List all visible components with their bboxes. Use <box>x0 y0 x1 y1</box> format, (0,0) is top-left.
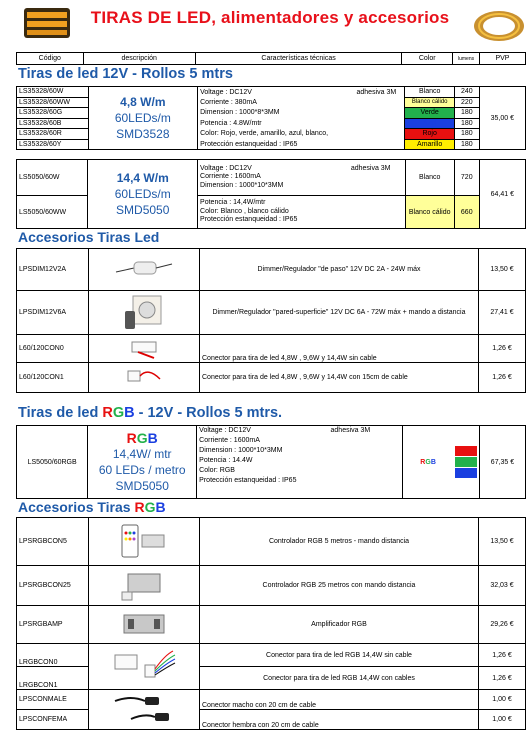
lumens-cell: 180 <box>454 129 479 140</box>
table-row <box>17 566 526 606</box>
dimmer-inline-image <box>114 254 174 284</box>
desc-cell: Dimmer/Regulador "pared-superficie" 12V DC 6A - 72W máx + mando a distancia <box>200 291 479 335</box>
price-cell: 29,26 € <box>479 606 526 644</box>
code-cell: LPSDIM12V6A <box>17 291 89 335</box>
lumens-cell: 180 <box>454 118 479 129</box>
rgb-title-pre: Tiras de led <box>18 405 103 421</box>
rgb-title-post: - 12V - Rollos 5 mtrs. <box>134 405 283 421</box>
price-cell: 1,00 € <box>479 690 526 710</box>
desc-cell <box>88 87 198 150</box>
spec-ip: Protección estanqueidad : IP65 <box>199 477 297 484</box>
desc-leds: 60 LEDs / metro <box>98 463 186 477</box>
swatch-blue <box>455 468 477 478</box>
desc-cell: Conector para tira de led 4,8W , 9,6W y 14,4W con 15cm de cable <box>200 363 479 393</box>
code-cell: LS35328/60B <box>17 118 89 129</box>
rgb-controller-25-image <box>116 568 172 602</box>
color-swatch-cell <box>453 426 480 499</box>
product-image-cell <box>89 606 200 644</box>
table-row <box>17 606 526 644</box>
rgb-label: RGB <box>126 430 158 446</box>
code-cell: LPSCONFEMA <box>17 710 89 730</box>
price-cell: 13,50 € <box>479 518 526 566</box>
spec-current: Corriente : 380mA <box>198 97 405 108</box>
desc-cell: Dimmer/Regulador "de paso" 12V DC 2A - 24W máx <box>200 249 479 291</box>
spec-adhesive: adhesiva 3M <box>350 164 391 172</box>
desc-cell: Conector macho con 20 cm de cable <box>200 690 479 710</box>
code-cell: L60/120CON1 <box>17 363 89 393</box>
code-cell: LPSCONMALE <box>17 690 89 710</box>
code-cell: LS35328/60Y <box>17 139 89 150</box>
code-cell: LS35328/60R <box>17 129 89 140</box>
rgb-controller-remote-image <box>116 521 172 561</box>
spec-color: Color: Blanco , blanco cálido <box>200 207 289 215</box>
desc-leds: 60LEDs/m <box>114 187 171 201</box>
col-color: Color <box>402 53 453 65</box>
price-cell: 1,26 € <box>479 335 526 363</box>
code-cell: LS35328/60WW <box>17 97 89 108</box>
spec-voltage: Voltage : DC12V <box>200 88 252 96</box>
code-cell: LS5050/60WW <box>17 196 88 229</box>
connector-image <box>124 336 164 360</box>
lumens-cell: 720 <box>454 160 479 196</box>
spec-voltage: Voltage : DC12V <box>199 427 251 434</box>
rgb-color-label: RGB <box>420 458 436 466</box>
desc-cell: Conector para tira de led RGB 14,4W con cables <box>200 667 479 690</box>
product-image-cell <box>89 644 200 690</box>
col-codigo: Código <box>17 53 84 65</box>
lumens-cell: 180 <box>454 139 479 150</box>
product-image-cell <box>89 291 200 335</box>
lumens-cell: 240 <box>454 87 479 98</box>
lumens-cell: 660 <box>454 196 479 229</box>
code-cell: LS35328/60G <box>17 108 89 119</box>
price-cell: 32,03 € <box>479 566 526 606</box>
spec-adhesive: adhesiva 3M <box>330 427 371 434</box>
desc-power: 14,4W/ mtr <box>112 447 172 461</box>
section-title-rgb <box>18 405 282 421</box>
spec-color: Color: RGB <box>199 467 235 474</box>
desc-cell: Controlador RGB 5 metros - mando distancia <box>200 518 479 566</box>
code-cell: LRGBCON1 <box>17 667 89 690</box>
color-cell: Rojo <box>405 129 454 140</box>
price-cell: 67,35 € <box>479 426 525 499</box>
spec-ip: Protección estanqueidad : IP65 <box>200 216 298 224</box>
acc-rgb-title-pre: Accesorios Tiras <box>18 499 135 515</box>
spec-dimension: Dimension : 1000*10*3MM <box>199 447 283 454</box>
desc-type: SMD5050 <box>116 203 170 217</box>
code-cell: LS35328/60W <box>17 87 89 98</box>
color-cell: Amarillo <box>405 139 454 150</box>
lumens-cell: 220 <box>454 97 479 108</box>
code-cell: LPSRGBCON5 <box>17 518 89 566</box>
table-row <box>17 690 526 710</box>
table-row <box>17 518 526 566</box>
price-cell: 1,26 € <box>479 667 526 690</box>
desc-cell: Conector hembra con 20 cm de cable <box>200 710 479 730</box>
desc-cell: Amplificador RGB <box>200 606 479 644</box>
product-image-cell <box>89 335 200 363</box>
col-descripcion: descripción <box>83 53 195 65</box>
code-cell: LS5050/60W <box>17 160 88 196</box>
color-cell: Blanco <box>405 160 454 196</box>
spec-ip: Protección estanqueidad : IP65 <box>198 139 405 150</box>
rgb-title-word: RGB <box>102 405 135 421</box>
product-image-cell <box>89 249 200 291</box>
dc-jack-cables-image <box>111 691 177 727</box>
color-label-cell <box>403 426 453 499</box>
desc-cell: Controlador RGB 25 metros con mando distancia <box>200 566 479 606</box>
product-image-cell <box>89 566 200 606</box>
color-cell: Blanco <box>405 87 454 98</box>
price-cell: 1,00 € <box>479 710 526 730</box>
code-cell: LS5050/60RGB <box>17 426 88 499</box>
column-header <box>16 52 526 65</box>
spec-dimension: Dimension : 1000*10*3MM <box>200 181 284 189</box>
rgb-accessories-table <box>16 517 526 730</box>
page-title: TIRAS DE LED, alimentadores y accesorios <box>90 8 450 27</box>
col-caracteristicas: Características técnicas <box>195 53 401 65</box>
color-cell: Blanco cálido <box>405 196 454 229</box>
section-title-accesorios: Accesorios Tiras Led <box>18 229 160 245</box>
connector-cable-image <box>124 365 164 389</box>
spec-dimension: Dimension : 1000*8*3MM <box>198 108 405 119</box>
table-row <box>17 335 526 363</box>
table-row <box>17 291 526 335</box>
col-pvp: PVP <box>479 53 525 65</box>
table-row <box>17 363 526 393</box>
code-cell: LPSRGBCON25 <box>17 566 89 606</box>
spec-color: Color: Rojo, verde, amarillo, azul, blanco, <box>198 129 405 140</box>
product-table-rgb <box>16 425 526 499</box>
code-cell: LRGBCON0 <box>17 644 89 667</box>
spec-cell <box>198 87 405 98</box>
desc-power: 4,8 W/m <box>120 95 166 109</box>
desc-cell: Conector para tira de led RGB 14,4W sin cable <box>200 644 479 667</box>
code-cell: LPSDIM12V2A <box>17 249 89 291</box>
spec-power: Potencia : 14.4W <box>199 457 253 464</box>
product-image-cell <box>89 518 200 566</box>
price-cell: 1,26 € <box>479 644 526 667</box>
spec-cell <box>197 426 403 499</box>
section-title-tiras-12v: Tiras de led 12V - Rollos 5 mtrs <box>18 66 233 82</box>
led-strip-reel-image <box>472 4 526 44</box>
product-image-cell <box>89 363 200 393</box>
rgb-amplifier-image <box>116 609 172 639</box>
product-table-5050 <box>16 159 526 229</box>
color-cell: Blanco cálido <box>405 97 454 108</box>
price-cell: 64,41 € <box>479 160 525 229</box>
lumens-cell: 180 <box>454 108 479 119</box>
color-cell: Verde <box>405 108 454 119</box>
code-cell: L60/120CON0 <box>17 335 89 363</box>
desc-leds: 60LEDs/m <box>114 111 171 125</box>
col-lumens: lumens <box>453 53 480 65</box>
color-cell: Azul <box>405 118 454 129</box>
section-title-accesorios-rgb <box>18 499 166 515</box>
spec-power: Potencia : 4.8W/mtr <box>198 118 405 129</box>
swatch-green <box>455 457 477 467</box>
spec-current: Corriente : 1600mA <box>199 437 260 444</box>
spec-power: Potencia : 14,4W/mtr <box>200 199 266 207</box>
desc-type: SMD3528 <box>116 127 170 141</box>
dimmer-wall-image <box>119 293 169 331</box>
desc-cell <box>88 426 197 499</box>
price-cell: 1,26 € <box>479 363 526 393</box>
accessories-table <box>16 248 526 393</box>
spec-adhesive: adhesiva 3M <box>356 88 397 96</box>
rgb-connectors-image <box>111 647 177 685</box>
product-image-cell <box>89 690 200 730</box>
price-cell: 35,00 € <box>479 87 525 150</box>
spec-voltage: Voltage : DC12V <box>200 164 252 172</box>
spec-current: Corriente : 1600mA <box>200 173 261 181</box>
desc-cell: Conector para tira de led 4,8W , 9,6W y 14,4W sin cable <box>200 335 479 363</box>
swatch-red <box>455 446 477 456</box>
desc-cell <box>88 160 198 229</box>
led-strip-roll-image <box>20 6 72 40</box>
price-cell: 27,41 € <box>479 291 526 335</box>
table-row <box>17 249 526 291</box>
desc-type: SMD5050 <box>115 479 169 493</box>
product-table-3528 <box>16 86 526 150</box>
spec-cell <box>198 196 405 229</box>
table-row <box>17 644 526 667</box>
desc-power: 14,4 W/m <box>116 171 169 185</box>
spec-cell <box>198 160 405 196</box>
code-cell: LPSRGBAMP <box>17 606 89 644</box>
price-cell: 13,50 € <box>479 249 526 291</box>
acc-rgb-title-word: RGB <box>134 499 166 515</box>
